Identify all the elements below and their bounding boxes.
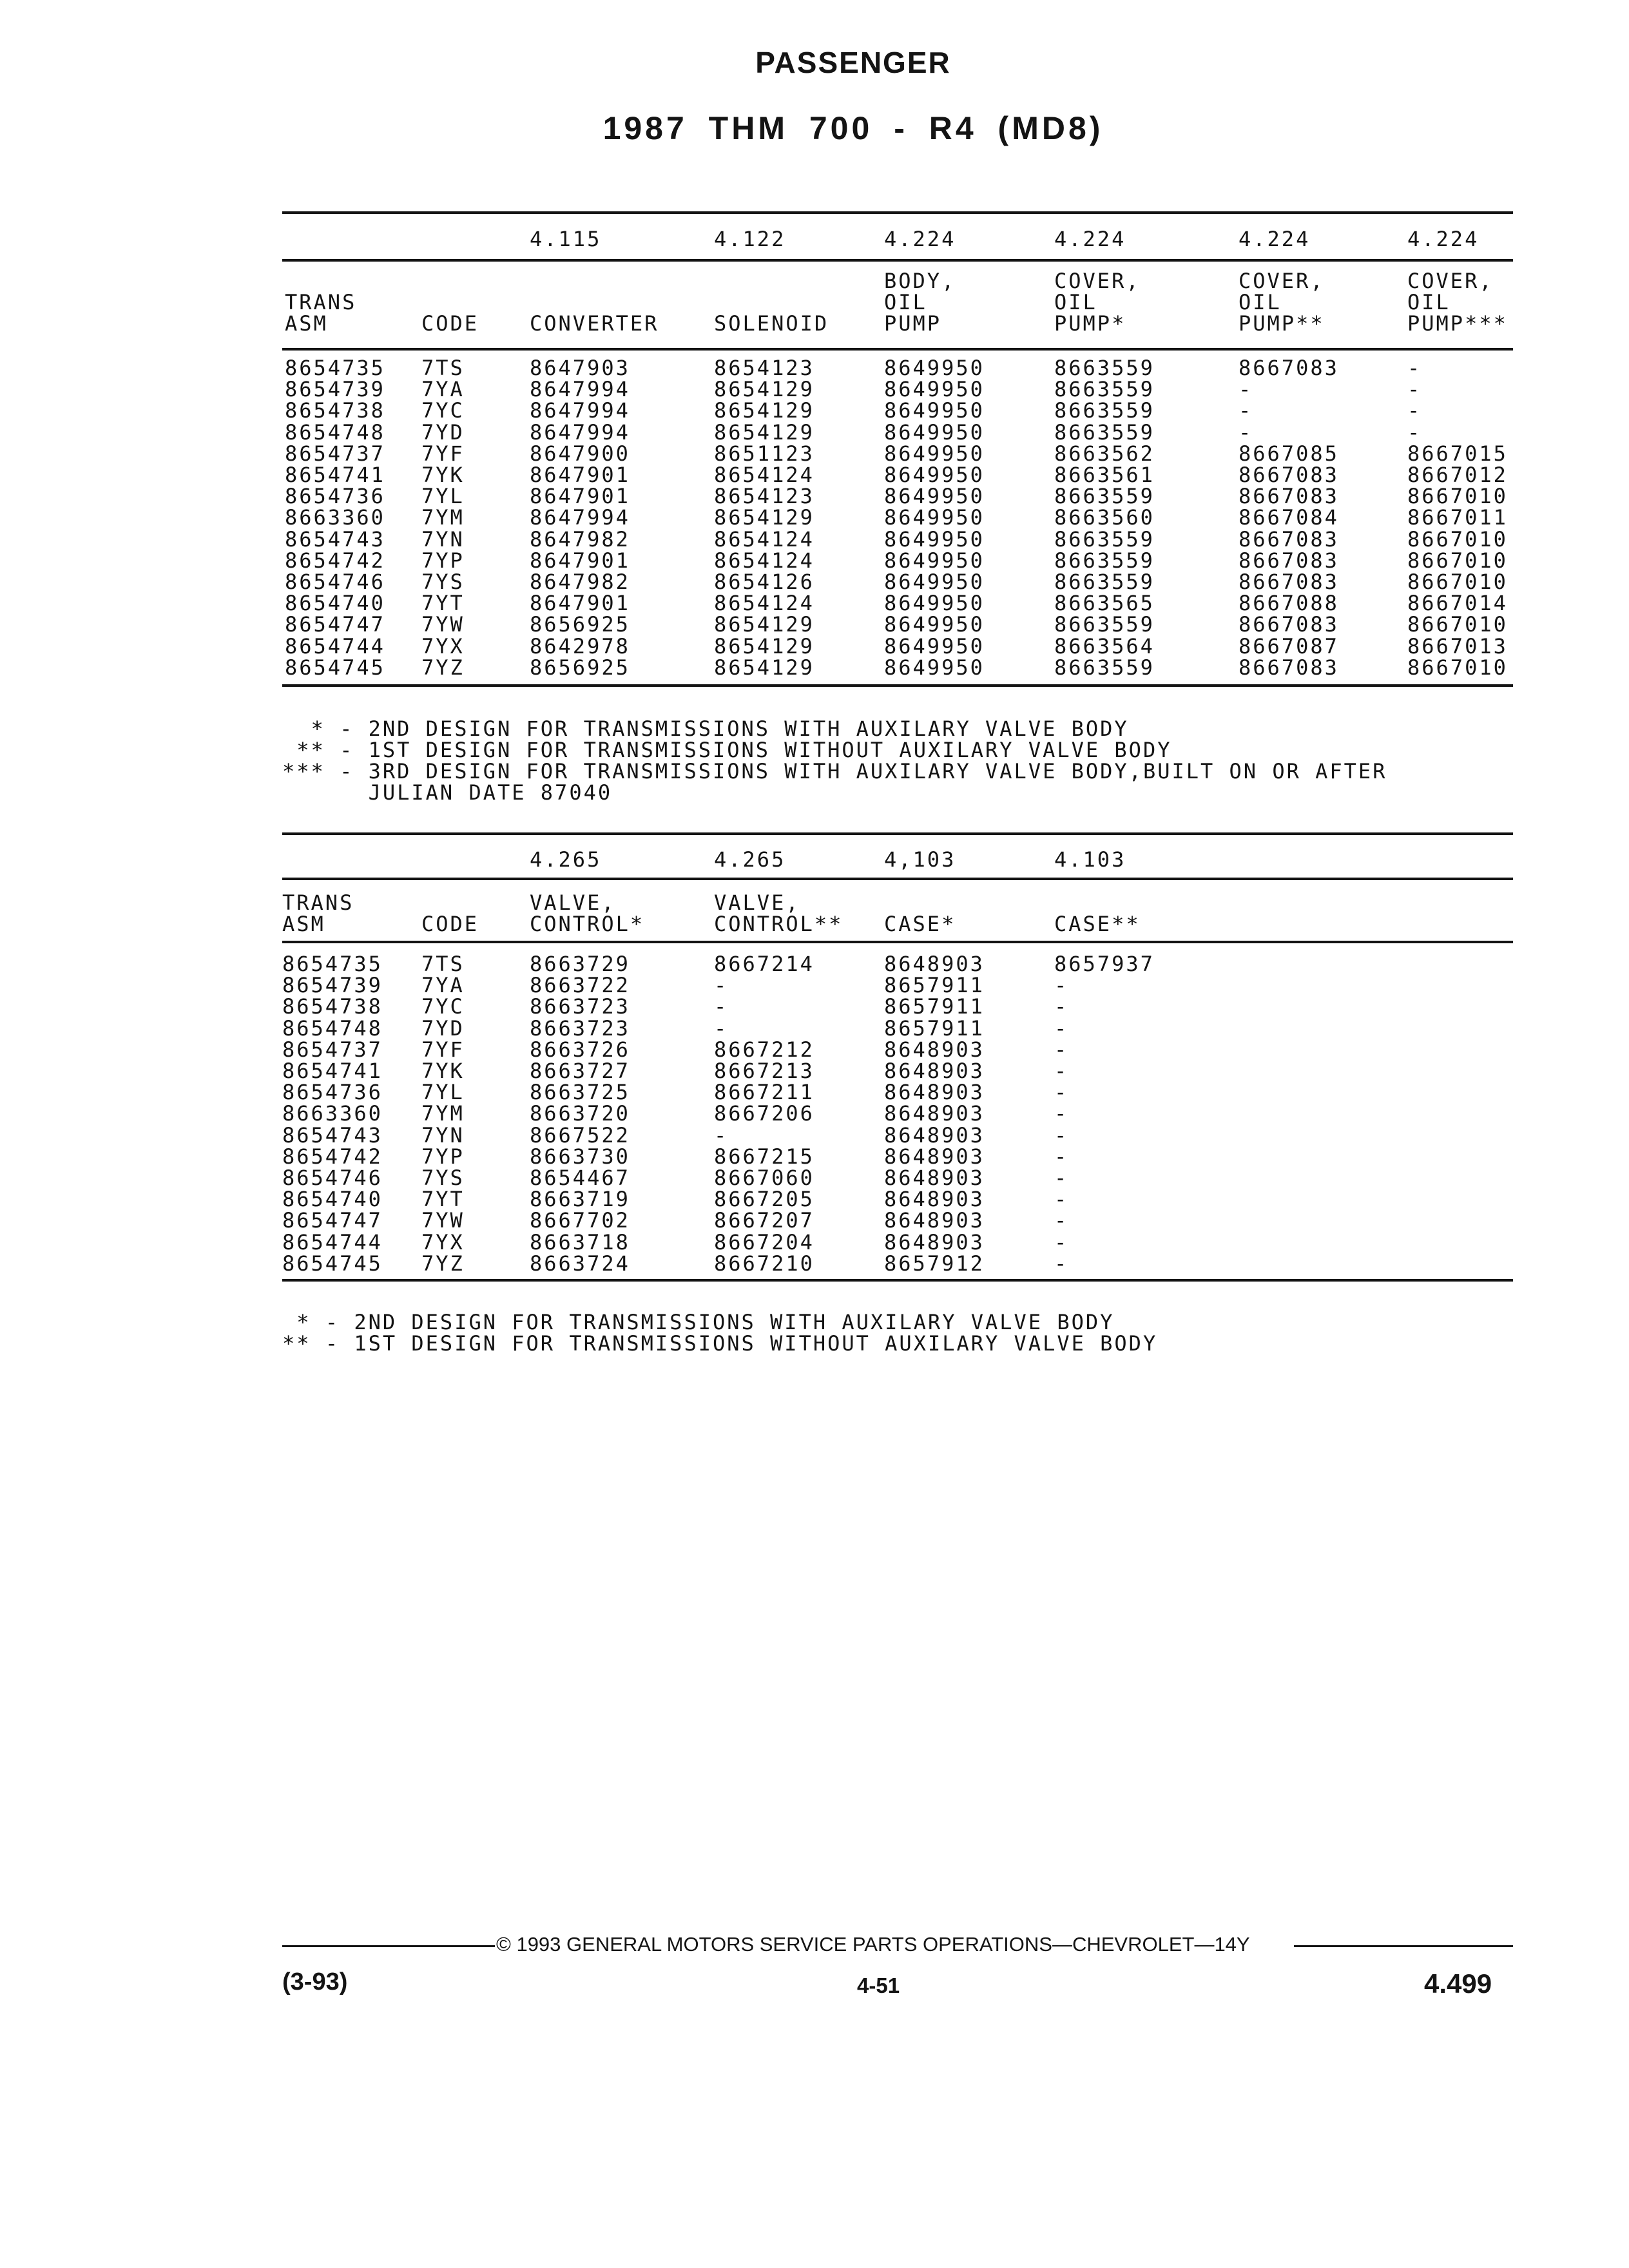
table-cell: 7YC [421,994,465,1019]
table-cell: 8654736 [285,484,385,509]
table-cell: 8663722 [530,973,630,998]
table-cell: 8649950 [884,526,985,552]
column-header-line: CODE [421,912,479,936]
table-cell: 7YZ [421,655,465,680]
column-header-line [421,892,479,914]
table-cell: 7YD [421,419,465,445]
table-cell: 8656925 [530,612,630,637]
column-header-line [421,271,479,292]
table-cell: 8654126 [714,570,815,594]
table2-bottom-rule [282,1279,1513,1282]
table-cell: 8667013 [1407,633,1508,658]
table-cell: 8649950 [884,505,985,530]
table-cell: 7YF [421,441,465,466]
table-cell: - [1054,1101,1069,1126]
table-cell: 7YS [421,1166,465,1190]
table-cell: 8654735 [282,952,383,976]
table-cell: 8667083 [1239,526,1339,552]
group-number: 4.224 [1054,227,1126,251]
table-cell: 7YP [421,548,465,573]
table-cell: 8649950 [884,419,985,445]
table-cell: 7YW [421,612,465,637]
table-cell: 8667085 [1239,441,1339,466]
table-cell: 8663718 [530,1229,630,1254]
table-cell: 8648903 [884,1101,985,1126]
table-cell: 8667010 [1407,548,1508,573]
column-header [714,892,843,935]
footnote-line: ** - 1ST DESIGN FOR TRANSMISSIONS WITHOUT AUXILARY VALVE BODY [282,1331,1158,1356]
table-cell: 8663360 [285,505,385,530]
table-cell: 8654467 [530,1166,630,1190]
table-cell: 7YS [421,570,465,594]
table-cell: 8667213 [714,1059,815,1083]
table-cell: 8654129 [714,612,815,637]
table-cell: 8647982 [530,526,630,552]
table-cell: 8654124 [714,591,815,616]
group-number: 4.224 [884,227,956,251]
table-cell: 8654123 [714,356,815,380]
table-cell: 8654744 [282,1229,383,1254]
column-header-line [421,292,479,313]
table-cell: 8663562 [1054,441,1155,466]
column-header-line: PUMP** [1239,311,1325,336]
table-cell: - [1054,1187,1069,1212]
table-cell: 8667207 [714,1208,815,1233]
table-cell: 8654741 [282,1059,383,1083]
table-cell: 8667088 [1239,591,1339,616]
table1-footnotes [282,718,1387,803]
column-header-line: PUMP*** [1407,311,1508,336]
column-header-line: CASE* [884,912,956,936]
table-cell: 8654743 [282,1122,383,1148]
table-cell: 7YM [421,505,465,530]
table-cell: 8654124 [714,526,815,552]
table-cell: 8654738 [282,994,383,1019]
table-cell: 8654737 [282,1037,383,1062]
table-cell: 7YA [421,377,465,402]
column-header-line: VALVE, [714,890,800,915]
table-cell: 8654123 [714,484,815,509]
table-cell: 7YM [421,1101,465,1126]
table-cell: 8654129 [714,398,815,423]
column-header [421,892,479,935]
table-cell: 8648903 [884,1037,985,1062]
footer-section-number: 4.499 [1424,1968,1492,1999]
table-cell: - [1407,356,1422,380]
table-cell: 8654747 [282,1208,383,1233]
column-header-line [1054,892,1141,914]
table-cell: 8663559 [1054,526,1155,552]
table-cell: - [714,1122,729,1148]
table-cell: 8663727 [530,1059,630,1083]
table-cell: 8657912 [884,1251,985,1276]
table-cell: - [1239,398,1253,423]
column-header-line [530,292,659,313]
table-cell: 7YT [421,1187,465,1212]
table-cell: 7YD [421,1015,465,1041]
column-header [282,892,354,935]
table-cell: 8654745 [282,1251,383,1276]
table-cell: 8647903 [530,356,630,380]
column-header-line: BODY, [884,269,956,293]
table-cell: 8667083 [1239,612,1339,637]
table2-header-rule [282,941,1513,943]
table-cell: 8654748 [285,419,385,445]
table-cell: 8647994 [530,419,630,445]
table-cell: 8667211 [714,1080,815,1105]
table-cell: 7YZ [421,1251,465,1276]
table-cell: - [1054,1122,1069,1148]
table-cell: 8654129 [714,655,815,680]
group-number: 4,103 [884,847,956,872]
table-cell: 7YX [421,1229,465,1254]
table-cell: 8667214 [714,952,815,976]
table-cell: 8657911 [884,994,985,1019]
column-header-line: COVER, [1054,269,1141,293]
column-header-line: COVER, [1239,269,1325,293]
table-cell: 8663723 [530,1015,630,1041]
table-cell: 8647994 [530,505,630,530]
column-header-line [714,271,829,292]
column-header-line: ASM [285,311,328,336]
table-cell: 8654746 [282,1166,383,1190]
table-cell: 8667010 [1407,612,1508,637]
table-cell: 8654743 [285,526,385,552]
table-cell: 7YW [421,1208,465,1233]
table-cell: 8654748 [282,1015,383,1041]
table-cell: 8667010 [1407,570,1508,594]
table-cell: 8654740 [285,591,385,616]
table-cell: 8663560 [1054,505,1155,530]
table-cell: 8663726 [530,1037,630,1062]
column-header-line: PUMP* [1054,311,1126,336]
column-header-line [714,292,829,313]
table-cell: 7YA [421,973,465,998]
column-header [285,271,356,334]
table-cell: 8649950 [884,463,985,487]
table-cell: 8654745 [285,655,385,680]
column-header-line: OIL [1239,290,1282,314]
table-cell: 8647901 [530,463,630,487]
table-cell: 8663724 [530,1251,630,1276]
column-header-line: COVER, [1407,269,1494,293]
table-cell: 8654737 [285,441,385,466]
column-header [421,271,479,334]
column-header [530,892,644,935]
table-cell: 8642978 [530,633,630,658]
table-cell: 8654738 [285,398,385,423]
footer-rule-left [282,1945,495,1947]
table-cell: 8667204 [714,1229,815,1254]
table-cell: 8648903 [884,1208,985,1233]
table-cell: 8654739 [285,377,385,402]
table-cell: 8649950 [884,548,985,573]
table-cell: 8663729 [530,952,630,976]
table-cell: 8654746 [285,570,385,594]
table-cell: 8663559 [1054,356,1155,380]
table-cell: - [1054,1251,1069,1276]
table-cell: - [714,973,729,998]
table-cell: 8654124 [714,548,815,573]
table-cell: 8663559 [1054,612,1155,637]
table-cell: 8649950 [884,441,985,466]
table-cell: 8663564 [1054,633,1155,658]
table-cell: 8656925 [530,655,630,680]
table-cell: 8649950 [884,570,985,594]
column-header-line: VALVE, [530,890,616,915]
table-cell: 8647901 [530,591,630,616]
table-cell: 8648903 [884,1144,985,1169]
group-number: 4.265 [530,847,602,872]
table-cell: 8667014 [1407,591,1508,616]
column-header-line [884,892,956,914]
table-cell: 8651123 [714,441,815,466]
table-cell: 8654124 [714,463,815,487]
table-cell: 8667083 [1239,548,1339,573]
table-cell: 7TS [421,356,465,380]
table-cell: 8648903 [884,1229,985,1254]
table-cell: 8663559 [1054,655,1155,680]
table-cell: 8654741 [285,463,385,487]
table-cell: - [714,1015,729,1041]
table-cell: 8654129 [714,377,815,402]
column-header [884,271,956,334]
column-header-line [530,271,659,292]
table-cell: 8663561 [1054,463,1155,487]
table-cell: 8667702 [530,1208,630,1233]
table-cell: 8654129 [714,505,815,530]
footer-date-code: (3-93) [282,1968,348,1995]
table-cell: 8647982 [530,570,630,594]
table-cell: 7TS [421,952,465,976]
table-cell: 8667084 [1239,505,1339,530]
table-cell: 8647994 [530,398,630,423]
column-header [884,892,956,935]
table-cell: 8663559 [1054,484,1155,509]
table-cell: 8649950 [884,356,985,380]
table-cell: 8647901 [530,548,630,573]
table-cell: 8649950 [884,612,985,637]
table-cell: 8654742 [285,548,385,573]
column-header [1054,892,1141,935]
table-cell: 8648903 [884,952,985,976]
table-cell: - [1054,1166,1069,1190]
table-cell: 8667083 [1239,570,1339,594]
group-number: 4.103 [1054,847,1126,872]
table1-group-rule [282,259,1513,262]
table-cell: 7YF [421,1037,465,1062]
table-cell: 8667083 [1239,463,1339,487]
table-cell: - [1239,419,1253,445]
table-cell: 8663730 [530,1144,630,1169]
footer-rule-right [1294,1945,1513,1947]
table-cell: 8654129 [714,419,815,445]
table1-top-rule [282,211,1513,214]
column-header-line: CONTROL** [714,912,843,936]
table-cell: 8648903 [884,1166,985,1190]
group-number: 4.224 [1239,227,1311,251]
column-header-line: OIL [884,290,927,314]
table1-bottom-rule [282,684,1513,687]
group-number: 4.265 [714,847,786,872]
table-cell: 7YL [421,1080,465,1105]
table-cell: 8657937 [1054,952,1155,976]
column-header [530,271,659,334]
table-cell: - [1407,398,1422,423]
column-header-line: SOLENOID [714,311,829,336]
table-cell: 8648903 [884,1122,985,1148]
table-cell: - [1054,1144,1069,1169]
table-cell: 8654744 [285,633,385,658]
table-cell: 8647994 [530,377,630,402]
table2-footnotes [282,1312,1157,1354]
column-header-line: PUMP [884,311,942,336]
group-number: 4.115 [530,227,602,251]
table-cell: 8667083 [1239,484,1339,509]
table-cell: - [1054,1229,1069,1254]
table-cell: - [714,994,729,1019]
column-header-line: CODE [421,311,479,336]
page-subtitle: 1987 THM 700 - R4 (MD8) [602,110,1104,146]
table-cell: - [1407,419,1422,445]
table-cell: 8667012 [1407,463,1508,487]
table-cell: 8667011 [1407,505,1508,530]
table-cell: 8654739 [282,973,383,998]
table-cell: 8648903 [884,1187,985,1212]
table-cell: 8663559 [1054,570,1155,594]
table-cell: - [1407,377,1422,402]
table-cell: 8667206 [714,1101,815,1126]
table-cell: - [1239,377,1253,402]
table-cell: 8654742 [282,1144,383,1169]
table-cell: 8654736 [282,1080,383,1105]
column-header-line: CASE** [1054,912,1141,936]
table-cell: - [1054,1208,1069,1233]
table-cell: 8663565 [1054,591,1155,616]
group-number: 4.224 [1407,227,1480,251]
table-cell: 8649950 [884,377,985,402]
table-cell: 8663719 [530,1187,630,1212]
table-cell: 8663559 [1054,398,1155,423]
table-cell: 8663725 [530,1080,630,1105]
table-cell: 8649950 [884,398,985,423]
table-cell: 8649950 [884,633,985,658]
table-cell: 8667010 [1407,655,1508,680]
table-cell: 7YC [421,398,465,423]
footnote-line: ** - 1ST DESIGN FOR TRANSMISSIONS WITHOUT AUXILARY VALVE BODY [282,738,1172,762]
column-header [1054,271,1141,334]
table-cell: 8654735 [285,356,385,380]
table-cell: - [1054,1080,1069,1105]
table-cell: 8667212 [714,1037,815,1062]
table-cell: - [1054,973,1069,998]
table-cell: 8663559 [1054,419,1155,445]
table2-top-rule [282,832,1513,835]
footnote-line: JULIAN DATE 87040 [282,780,613,805]
table-cell: 8667015 [1407,441,1508,466]
table-cell: 8648903 [884,1059,985,1083]
table-cell: 8667215 [714,1144,815,1169]
table-cell: 8667083 [1239,655,1339,680]
table-cell: 7YL [421,484,465,509]
table-cell: 8663559 [1054,548,1155,573]
table-cell: 8654747 [285,612,385,637]
column-header [1239,271,1325,334]
column-header [1407,271,1508,334]
table-cell: 8663360 [282,1101,383,1126]
table-cell: 8663723 [530,994,630,1019]
page-title: PASSENGER [755,46,951,79]
footnote-line: *** - 3RD DESIGN FOR TRANSMISSIONS WITH AUXILARY VALVE BODY,BUILT ON OR AFTER [282,759,1387,783]
table-cell: 8667210 [714,1251,815,1276]
footnote-line: * - 2ND DESIGN FOR TRANSMISSIONS WITH AUXILARY VALVE BODY [282,1310,1115,1334]
table-cell: 8647901 [530,484,630,509]
group-number: 4.122 [714,227,786,251]
column-header-line: TRANS [285,290,357,314]
table-cell: 7YK [421,1059,465,1083]
table-cell: 8649950 [884,591,985,616]
table-cell: 8667522 [530,1122,630,1148]
table-cell: - [1054,994,1069,1019]
table-cell: 7YN [421,526,465,552]
table-cell: 8654129 [714,633,815,658]
table-cell: - [1054,1015,1069,1041]
table-cell: 7YT [421,591,465,616]
table2-group-rule [282,878,1513,880]
table-cell: 8663720 [530,1101,630,1126]
table-cell: 8648903 [884,1080,985,1105]
table-cell: - [1054,1037,1069,1062]
table-cell: 7YX [421,633,465,658]
table-cell: 8667060 [714,1166,815,1190]
table-cell: 8667087 [1239,633,1339,658]
column-header-line: ASM [282,912,325,936]
column-header-line [285,271,356,292]
table-cell: 8649950 [884,655,985,680]
table-cell: 8654740 [282,1187,383,1212]
column-header-line: CONVERTER [530,311,659,336]
footnote-line: * - 2ND DESIGN FOR TRANSMISSIONS WITH AUXILARY VALVE BODY [282,716,1129,741]
table-cell: 8667010 [1407,526,1508,552]
table-cell: 7YP [421,1144,465,1169]
table-cell: 8649950 [884,484,985,509]
table-cell: 7YN [421,1122,465,1148]
column-header-line: OIL [1054,290,1097,314]
footer-copyright: © 1993 GENERAL MOTORS SERVICE PARTS OPERATIONS—CHEVROLET—14Y [496,1933,1250,1956]
table-cell: 8663559 [1054,377,1155,402]
table-cell: - [1054,1059,1069,1083]
table1-header-rule [282,348,1513,351]
table-cell: 8657911 [884,1015,985,1041]
column-header-line: CONTROL* [530,912,645,936]
footer-page-number: 4-51 [857,1974,900,1997]
table-cell: 8657911 [884,973,985,998]
column-header [714,271,829,334]
table-cell: 8667010 [1407,484,1508,509]
table-cell: 8647900 [530,441,630,466]
table-cell: 7YK [421,463,465,487]
column-header-line: TRANS [282,890,354,915]
table-cell: 8667205 [714,1187,815,1212]
table-cell: 8667083 [1239,356,1339,380]
column-header-line: OIL [1407,290,1451,314]
